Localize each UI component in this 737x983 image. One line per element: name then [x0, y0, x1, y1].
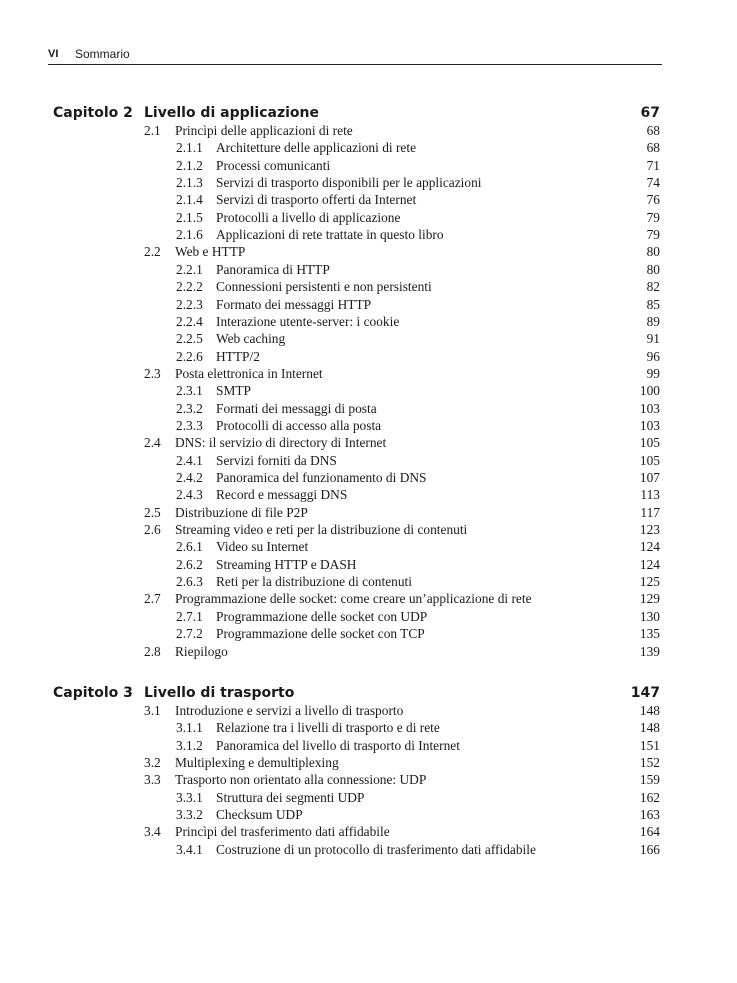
entry-title: Protocolli di accesso alla posta — [216, 417, 382, 433]
entry-title: HTTP/2 — [216, 348, 260, 364]
entry-page: 89 — [646, 313, 660, 329]
entry-number: 2.7 — [144, 591, 161, 607]
chapter-page: 67 — [640, 105, 660, 121]
toc-section-row — [0, 434, 737, 451]
entry-number: 2.1 — [144, 123, 161, 138]
entry-number: 2.6.3 — [176, 574, 203, 590]
toc-section-row — [0, 590, 737, 607]
entry-page: 148 — [639, 720, 660, 736]
toc-subsection-row — [0, 261, 737, 278]
entry-page: 82 — [646, 279, 660, 295]
entry-page: 166 — [639, 841, 660, 857]
entry-number: 3.3.1 — [176, 789, 203, 805]
entry-number: 2.2.3 — [176, 296, 203, 312]
entry-title: Web caching — [216, 331, 286, 347]
entry-page: 139 — [639, 643, 660, 659]
entry-title: Video su Internet — [216, 539, 309, 555]
entry-page: 74 — [646, 175, 660, 191]
entry-title: Princìpi delle applicazioni di rete — [175, 123, 353, 138]
toc-section-row — [0, 365, 737, 382]
entry-number: 3.3.2 — [176, 807, 203, 823]
toc-subsection-row — [0, 417, 737, 434]
entry-title: Trasporto non orientato alla connessione: UDP — [175, 772, 427, 788]
toc-section-row — [0, 521, 737, 538]
entry-page: 107 — [639, 470, 660, 485]
toc-subsection-row — [0, 452, 737, 469]
entry-number: 2.2.2 — [176, 279, 203, 295]
toc-subsection-row — [0, 737, 737, 754]
entry-page: 125 — [639, 574, 660, 590]
entry-title: Panoramica del funzionamento di DNS — [216, 470, 427, 485]
toc-subsection-row — [0, 556, 737, 573]
entry-number: 2.5 — [144, 504, 161, 520]
toc-subsection-row — [0, 382, 737, 399]
toc-subsection-row — [0, 174, 737, 191]
entry-number: 2.1.2 — [176, 157, 203, 173]
toc-section-row — [0, 504, 737, 521]
entry-title: Panoramica di HTTP — [216, 261, 330, 277]
entry-number: 2.2.5 — [176, 331, 203, 347]
entry-page: 71 — [646, 157, 660, 173]
entry-title: Relazione tra i livelli di trasporto e di rete — [216, 720, 440, 736]
toc-subsection-row — [0, 608, 737, 625]
entry-page: 152 — [639, 755, 660, 771]
entry-title: Applicazioni di rete trattate in questo libro — [216, 227, 444, 243]
entry-title: Record e messaggi DNS — [216, 487, 348, 503]
toc-section-row — [0, 754, 737, 771]
entry-number: 2.1.4 — [176, 192, 203, 208]
entry-title: Processi comunicanti — [216, 157, 331, 173]
chapter-label: Capitolo 3 — [53, 685, 133, 701]
chapter-title: Livello di applicazione — [144, 105, 319, 121]
toc-subsection-row — [0, 573, 737, 590]
entry-number: 2.4.3 — [176, 487, 203, 503]
entry-page: 99 — [646, 365, 660, 381]
entry-number: 3.4 — [144, 824, 161, 840]
entry-title: Panoramica del livello di trasporto di Internet — [216, 737, 460, 753]
entry-page: 100 — [639, 383, 660, 399]
entry-page: 103 — [639, 417, 660, 433]
entry-title: Princìpi del trasferimento dati affidabile — [175, 824, 390, 840]
entry-number: 2.3.3 — [176, 417, 203, 433]
entry-title: Multiplexing e demultiplexing — [175, 755, 339, 771]
toc-subsection-row — [0, 313, 737, 330]
toc-subsection-row — [0, 296, 737, 313]
toc-subsection-row — [0, 469, 737, 486]
entry-page: 148 — [639, 703, 660, 718]
entry-page: 91 — [646, 331, 660, 347]
chapter-label: Capitolo 2 — [53, 105, 133, 121]
running-header — [48, 44, 662, 65]
entry-page: 105 — [639, 452, 660, 468]
entry-title: Introduzione e servizi a livello di trasporto — [175, 703, 404, 718]
entry-number: 2.2.6 — [176, 348, 203, 364]
entry-number: 2.3 — [144, 365, 161, 381]
entry-page: 96 — [646, 348, 660, 364]
toc-subsection-row — [0, 625, 737, 642]
entry-page: 151 — [639, 737, 660, 753]
toc-subsection-row — [0, 486, 737, 503]
entry-title: Servizi di trasporto disponibili per le applicazioni — [216, 175, 482, 191]
toc-section-row — [0, 771, 737, 788]
entry-title: Protocolli a livello di applicazione — [216, 209, 401, 225]
entry-number: 3.3 — [144, 772, 161, 788]
toc-subsection-row — [0, 139, 737, 156]
entry-page: 135 — [639, 626, 660, 642]
entry-page: 130 — [639, 608, 660, 624]
entry-title: Programmazione delle socket con TCP — [216, 626, 425, 642]
toc-section-row — [0, 702, 737, 719]
entry-title: Streaming video e reti per la distribuzione di contenuti — [175, 522, 468, 538]
entry-title: Formato dei messaggi HTTP — [216, 296, 372, 312]
entry-number: 3.1.2 — [176, 737, 203, 753]
toc-section-row — [0, 122, 737, 139]
toc-subsection-row — [0, 209, 737, 226]
toc-subsection-row — [0, 278, 737, 295]
toc-subsection-row — [0, 330, 737, 347]
entry-title: Formati dei messaggi di posta — [216, 400, 377, 416]
toc-subsection-row — [0, 157, 737, 174]
entry-title: Web e HTTP — [175, 244, 246, 260]
entry-number: 2.6 — [144, 522, 161, 538]
chapter-heading — [0, 103, 737, 123]
toc-subsection-row — [0, 806, 737, 823]
entry-page: 68 — [646, 140, 660, 156]
entry-page: 164 — [639, 824, 660, 840]
entry-number: 2.8 — [144, 643, 161, 659]
entry-page: 113 — [640, 487, 660, 503]
entry-page: 80 — [646, 244, 660, 260]
entry-number: 2.1.3 — [176, 175, 203, 191]
entry-page: 124 — [639, 539, 660, 555]
entry-number: 2.6.2 — [176, 556, 203, 572]
entry-number: 2.1.1 — [176, 140, 203, 156]
entry-title: Connessioni persistenti e non persistenti — [216, 279, 432, 295]
entry-title: Streaming HTTP e DASH — [216, 556, 357, 572]
toc-subsection-row — [0, 191, 737, 208]
toc-subsection-row — [0, 841, 737, 858]
entry-title: Checksum UDP — [216, 807, 303, 823]
entry-page: 123 — [639, 522, 660, 538]
entry-number: 2.1.5 — [176, 209, 203, 225]
toc-subsection-row — [0, 348, 737, 365]
entry-page: 163 — [639, 807, 660, 823]
toc-subsection-row — [0, 538, 737, 555]
entry-page: 159 — [639, 772, 660, 788]
entry-page: 124 — [639, 556, 660, 572]
entry-number: 2.4 — [144, 435, 161, 451]
entry-page: 117 — [640, 504, 660, 520]
entry-number: 2.4.2 — [176, 470, 203, 485]
toc-section-row — [0, 643, 737, 660]
toc-section-row — [0, 823, 737, 840]
entry-number: 2.2.4 — [176, 313, 203, 329]
entry-number: 3.2 — [144, 755, 161, 771]
entry-number: 2.3.2 — [176, 400, 203, 416]
entry-page: 79 — [646, 227, 660, 243]
entry-number: 2.7.1 — [176, 608, 203, 624]
entry-page: 105 — [639, 435, 660, 451]
entry-number: 2.2 — [144, 244, 161, 260]
toc-subsection-row — [0, 400, 737, 417]
entry-page: 80 — [646, 261, 660, 277]
entry-number: 2.7.2 — [176, 626, 203, 642]
entry-number: 2.2.1 — [176, 261, 203, 277]
entry-title: SMTP — [216, 383, 251, 399]
chapter-title: Livello di trasporto — [144, 685, 295, 701]
entry-page: 129 — [639, 591, 660, 607]
entry-page: 103 — [639, 400, 660, 416]
header-page-number: VI — [48, 48, 59, 60]
entry-title: Programmazione delle socket con UDP — [216, 608, 428, 624]
entry-title: Architetture delle applicazioni di rete — [216, 140, 417, 156]
entry-number: 3.4.1 — [176, 841, 203, 857]
entry-title: Servizi forniti da DNS — [216, 452, 337, 468]
entry-title: Interazione utente-server: i cookie — [216, 313, 400, 329]
entry-title: Distribuzione di file P2P — [175, 504, 308, 520]
toc-subsection-row — [0, 226, 737, 243]
entry-title: Posta elettronica in Internet — [175, 365, 323, 381]
entry-number: 2.6.1 — [176, 539, 203, 555]
toc-subsection-row — [0, 789, 737, 806]
entry-number: 3.1 — [144, 703, 161, 718]
entry-page: 79 — [646, 209, 660, 225]
entry-title: Riepilogo — [175, 643, 228, 659]
chapter-heading — [0, 683, 737, 703]
entry-title: Costruzione di un protocollo di trasferimento dati affidabile — [216, 841, 536, 857]
entry-number: 2.4.1 — [176, 452, 203, 468]
entry-number: 3.1.1 — [176, 720, 203, 736]
entry-title: Servizi di trasporto offerti da Internet — [216, 192, 417, 208]
header-title: Sommario — [75, 47, 130, 61]
entry-page: 162 — [639, 789, 660, 805]
entry-title: Programmazione delle socket: come creare un’applicazione di rete — [175, 591, 532, 607]
entry-page: 68 — [646, 123, 660, 138]
entry-number: 2.3.1 — [176, 383, 203, 399]
entry-number: 2.1.6 — [176, 227, 203, 243]
entry-title: Struttura dei segmenti UDP — [216, 789, 365, 805]
entry-page: 85 — [646, 296, 660, 312]
entry-page: 76 — [646, 192, 660, 208]
toc-section-row — [0, 243, 737, 260]
entry-title: DNS: il servizio di directory di Internet — [175, 435, 387, 451]
entry-title: Reti per la distribuzione di contenuti — [216, 574, 412, 590]
chapter-page: 147 — [630, 685, 660, 701]
toc-subsection-row — [0, 719, 737, 736]
